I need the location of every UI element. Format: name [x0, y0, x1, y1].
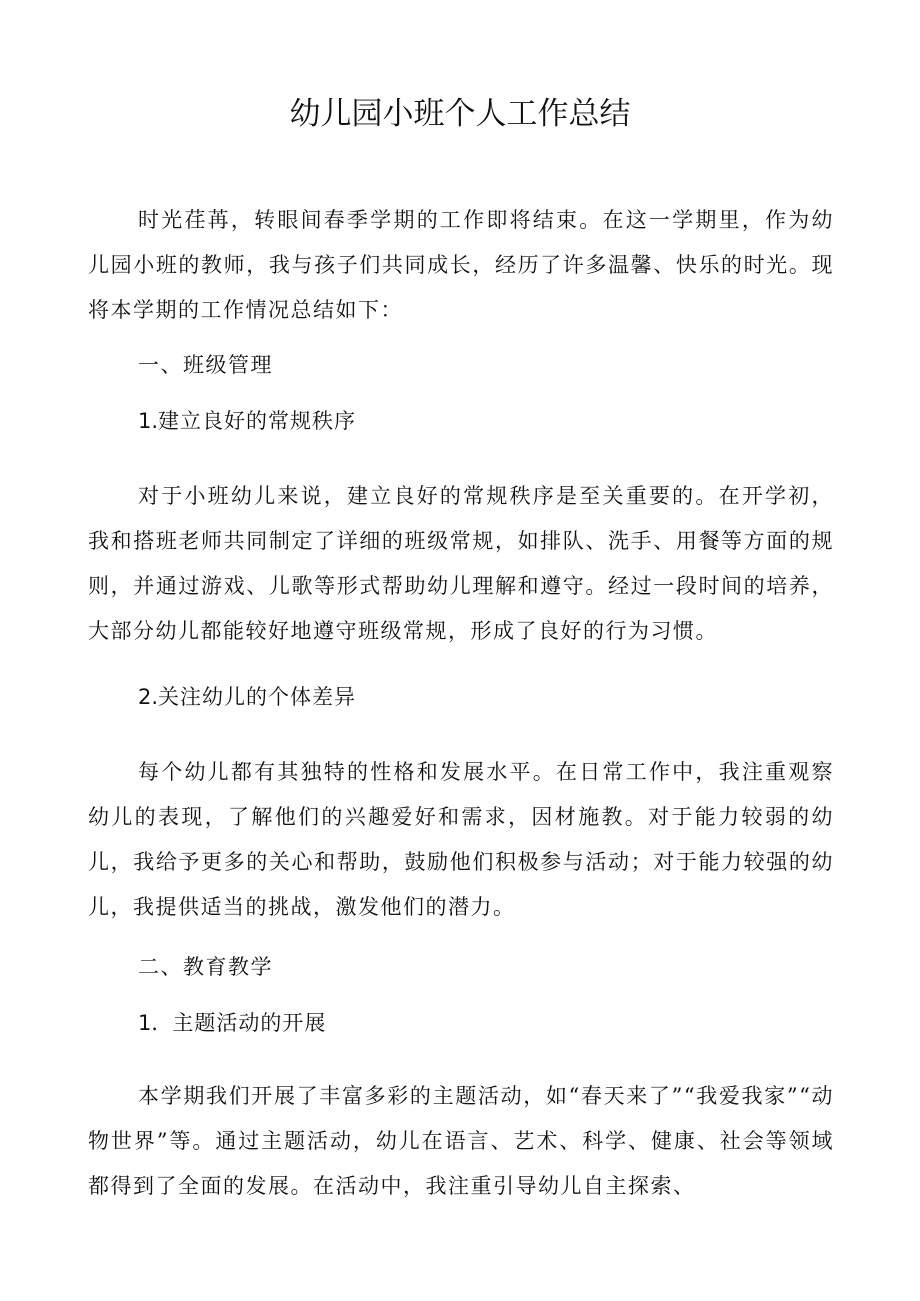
section-1-item-2-paragraph: 每个幼儿都有其独特的性格和发展水平。在日常工作中，我注重观察幼儿的表现，了解他们的兴趣爱好和需求，因材施教。对于能力较弱的幼儿，我给予更多的关心和帮助，鼓励他们积极参与活动；对于能力较强的幼儿，我提供适当的挑战，激发他们的潜力。: [88, 760, 834, 919]
section-1-item-1-number: 1.: [138, 409, 159, 433]
section-1-item-2-number: 2.: [138, 685, 159, 709]
document-title: 幼儿园小班个人工作总结: [289, 96, 631, 132]
section-1-item-1-heading: [138, 406, 356, 436]
section-2-item-1-paragraph: 本学期我们开展了丰富多彩的主题活动，如“春天来了”“我爱我家”“动物世界”等。通过主题活动，幼儿在语言、艺术、科学、健康、社会等领域都得到了全面的发展。在活动中，我注重引导幼儿自主探索、: [88, 1084, 834, 1198]
section-2-item-1-number: 1．: [138, 1011, 173, 1035]
section-1-item-2-heading: [138, 682, 356, 712]
section-1-item-2-title: 关注幼儿的个体差异: [158, 685, 357, 709]
section-2-heading: 二、教育教学: [138, 955, 273, 979]
intro-paragraph: 时光荏苒，转眼间春季学期的工作即将结束。在这一学期里，作为幼儿园小班的教师，我与孩子们共同成长，经历了许多温馨、快乐的时光。现将本学期的工作情况总结如下：: [88, 208, 834, 322]
section-2-item-1-title: 主题活动的开展: [172, 1011, 327, 1035]
section-1-heading: 一、班级管理: [138, 353, 273, 377]
section-1-item-1-title: 建立良好的常规秩序: [158, 409, 357, 433]
section-2-item-1-heading: [138, 1008, 326, 1038]
section-1-item-1-paragraph: 对于小班幼儿来说，建立良好的常规秩序是至关重要的。在开学初，我和搭班老师共同制定了详细的班级常规，如排队、洗手、用餐等方面的规则，并通过游戏、儿歌等形式帮助幼儿理解和遵守。经过一段时间的培养，大部分幼儿都能较好地遵守班级常规，形成了良好的行为习惯。: [88, 484, 834, 643]
